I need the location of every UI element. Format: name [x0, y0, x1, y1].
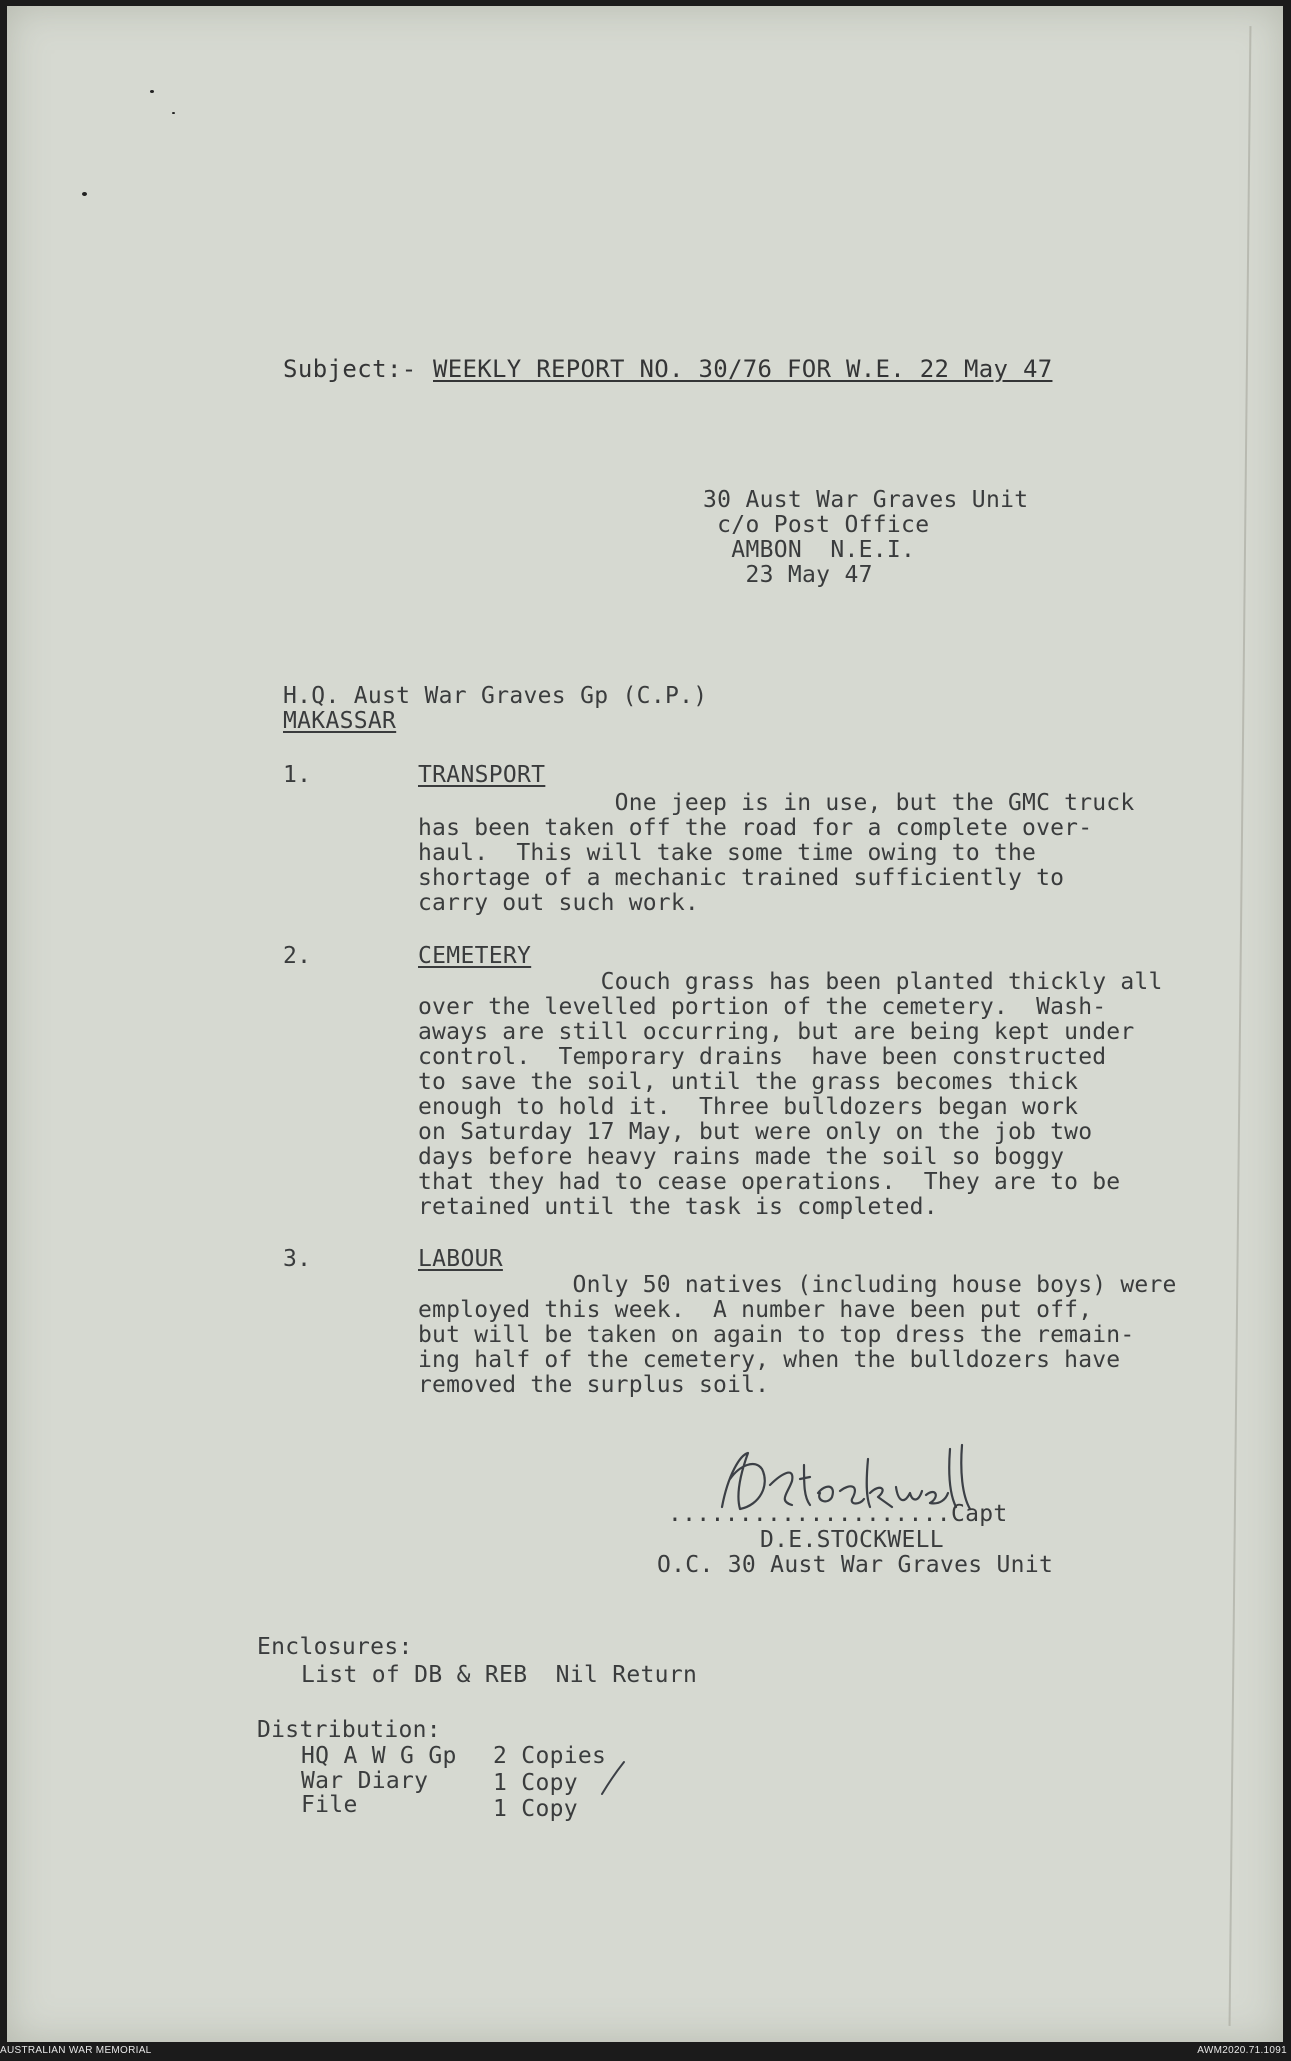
- body-line: over the levelled portion of the cemetery. Wash-: [418, 994, 1107, 1020]
- distribution-recipient: File: [301, 1792, 358, 1818]
- body-line: retained until the task is completed.: [418, 1194, 938, 1220]
- body-line: but will be taken on again to top dress the remain-: [418, 1322, 1135, 1348]
- paper-fold: [1229, 26, 1252, 2026]
- sender-address: [703, 488, 1028, 588]
- distribution-recipient: HQ A W G Gp: [301, 1743, 457, 1769]
- signatory-role: O.C. 30 Aust War Graves Unit: [657, 1552, 1054, 1578]
- distribution-copies: 1 Copy: [493, 1796, 578, 1822]
- signature-line: ....................Capt: [668, 1501, 1008, 1527]
- body-line: Only 50 natives (including house boys) were: [418, 1272, 1177, 1298]
- sender-line: 30 Aust War Graves Unit: [703, 487, 1029, 513]
- section-body: [418, 1273, 1177, 1398]
- section-body: [418, 791, 1134, 916]
- body-line: shortage of a mechanic trained sufficiently to: [418, 865, 1065, 891]
- enclosures-heading: Enclosures:: [257, 1634, 413, 1660]
- body-line: Couch grass has been planted thickly all: [418, 969, 1163, 995]
- body-line: control. Temporary drains have been constructed: [418, 1044, 1107, 1070]
- sender-line: 23 May 47: [703, 562, 873, 588]
- body-line: carry out such work.: [418, 890, 699, 916]
- body-line: to save the soil, until the grass becomes thick: [418, 1069, 1079, 1095]
- section-body: [418, 970, 1163, 1220]
- distribution-recipient: War Diary: [301, 1768, 429, 1794]
- check-mark-icon: [598, 1760, 628, 1800]
- body-line: haul. This will take some time owing to the: [418, 840, 1037, 866]
- footer-accession-number: AWM2020.71.1091: [1197, 2045, 1287, 2056]
- body-line: employed this week. A number have been put off,: [418, 1297, 1093, 1323]
- body-line: days before heavy rains made the soil so boggy: [418, 1144, 1065, 1170]
- section-heading: CEMETERY: [418, 943, 532, 969]
- body-line: enough to hold it. Three bulldozers began work: [418, 1094, 1079, 1120]
- section-heading: TRANSPORT: [418, 762, 546, 788]
- recipient-line: H.Q. Aust War Graves Gp (C.P.): [283, 683, 708, 709]
- body-line: removed the surplus soil.: [418, 1372, 770, 1398]
- body-line: ing half of the cemetery, when the bulldozers have: [418, 1347, 1121, 1373]
- sender-line: c/o Post Office: [703, 512, 930, 538]
- body-line: that they had to cease operations. They are to be: [418, 1169, 1121, 1195]
- section-number: 2.: [283, 943, 312, 969]
- section-number: 1.: [283, 762, 312, 788]
- body-line: One jeep is in use, but the GMC truck: [418, 790, 1135, 816]
- body-line: aways are still occurring, but are being kept under: [418, 1019, 1135, 1045]
- ink-speck: [82, 192, 87, 196]
- enclosures-value: List of DB & REB Nil Return: [301, 1662, 698, 1688]
- recipient-city: MAKASSAR: [283, 708, 397, 734]
- body-line: on Saturday 17 May, but were only on the job two: [418, 1119, 1093, 1145]
- subject-title: WEEKLY REPORT NO. 30/76 FOR W.E. 22 May 47: [433, 355, 1053, 383]
- distribution-copies: 1 Copy: [493, 1770, 578, 1796]
- body-line: has been taken off the road for a complete over-: [418, 815, 1093, 841]
- footer-credit: AUSTRALIAN WAR MEMORIAL: [0, 2045, 152, 2056]
- sender-line: AMBON N.E.I.: [703, 537, 916, 563]
- distribution-heading: Distribution:: [257, 1717, 441, 1743]
- ink-speck: [172, 112, 175, 114]
- section-number: 3.: [283, 1246, 312, 1272]
- signatory-name: D.E.STOCKWELL: [760, 1527, 944, 1553]
- ink-speck: [150, 90, 154, 93]
- section-heading: LABOUR: [418, 1246, 503, 1272]
- subject-label: Subject:-: [283, 355, 417, 383]
- distribution-copies: 2 Copies: [493, 1743, 607, 1769]
